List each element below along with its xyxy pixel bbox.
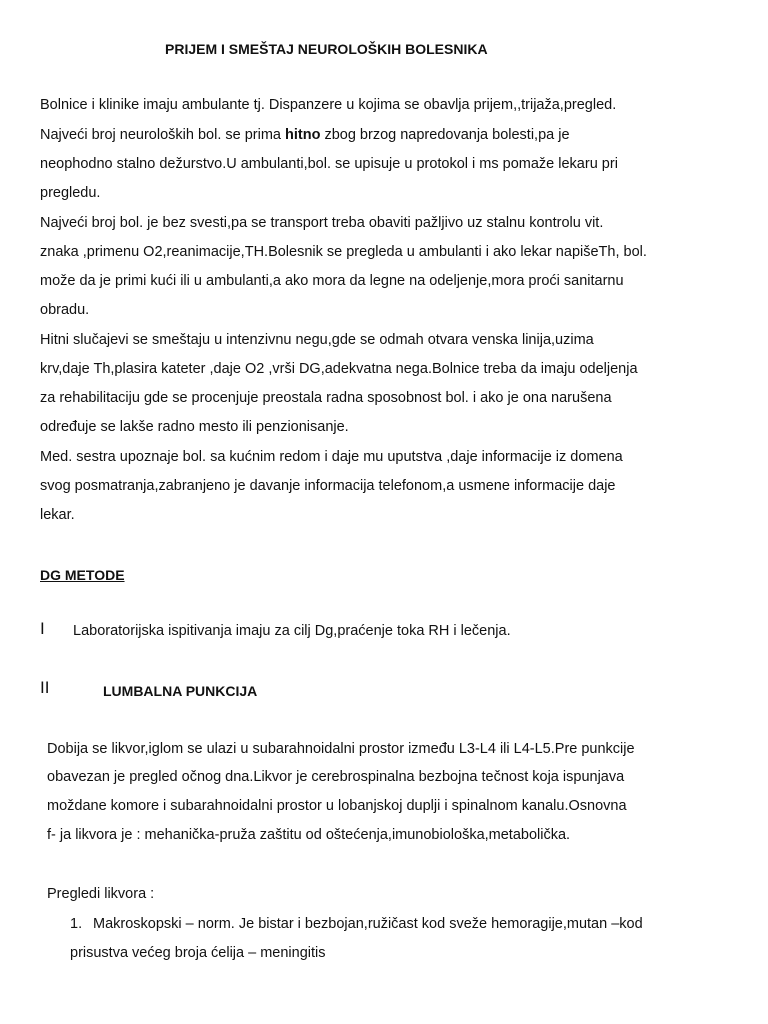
intro-line-9: Hitni slučajevi se smeštaju u intenzivnu negu,gde se odmah otvara venska linija,uzima: [40, 332, 594, 348]
section-2-number: II: [40, 678, 50, 697]
intro-line-2: Najveći broj neuroloških bol. se prima hitno zbog brzog napredovanja bolesti,pa je: [40, 127, 570, 143]
pregledi-heading: Pregledi likvora :: [47, 886, 155, 902]
lumbal-line-2: obavezan je pregled očnog dna.Likvor je cerebrospinalna bezbojna tečnost koja ispunjava: [47, 769, 625, 785]
intro-line-5: Najveći broj bol. je bez svesti,pa se transport treba obaviti pažljivo uz stalnu kontrolu vit.: [40, 215, 604, 231]
section-1-number: I: [40, 619, 45, 638]
intro-line-12: određuje se lakše radno mesto ili penzionisanje.: [40, 419, 349, 435]
lumbal-line-4: f- ja likvora je : mehanička-pruža zaštitu od oštećenja,imunobiološka,metabolička.: [47, 827, 571, 843]
list-item-1-number: 1.: [70, 916, 83, 932]
section-2-title: LUMBALNA PUNKCIJA: [103, 683, 258, 699]
intro-line-11: za rehabilitaciju gde se procenjuje preostala radna sposobnost bol. i ako je ona narušena: [40, 390, 612, 406]
intro-line-1: Bolnice i klinike imaju ambulante tj. Dispanzere u kojima se obavlja prijem,,trijaža,pregled.: [40, 97, 617, 113]
intro-line-15: lekar.: [40, 507, 75, 523]
intro-line-14: svog posmatranja,zabranjeno je davanje informacija telefonom,a usmene informacije daje: [40, 478, 616, 494]
intro-line-10: krv,daje Th,plasira kateter ,daje O2 ,vrši DG,adekvatna nega.Bolnice treba da imaju odeljenja: [40, 361, 638, 377]
section-1-text: Laboratorijska ispitivanja imaju za cilj Dg,praćenje toka RH i lečenja.: [73, 623, 511, 639]
intro-line-6: znaka ,primenu O2,reanimacije,TH.Bolesnik se pregleda u ambulanti i ako lekar napišeTh, bol.: [40, 244, 647, 260]
list-item-1-line-1: Makroskopski – norm. Je bistar i bezbojan,ružičast kod sveže hemoragije,mutan –kod: [93, 916, 643, 932]
intro-line-7: može da je primi kući ili u ambulanti,a ako mora da legne na odeljenje,mora proći sanitarnu: [40, 273, 624, 289]
intro-line-3: neophodno stalno dežurstvo.U ambulanti,bol. se upisuje u protokol i ms pomaže lekaru pri: [40, 156, 618, 172]
lumbal-line-3: moždane komore i subarahnoidalni prostor u lobanjskoj duplji i spinalnom kanalu.Osnovna: [47, 798, 627, 814]
emphasis-hitno: hitno: [285, 127, 321, 143]
dg-metode-heading: DG METODE: [40, 567, 125, 583]
intro-line-4: pregledu.: [40, 185, 101, 201]
document-title: PRIJEM I SMEŠTAJ NEUROLOŠKIH BOLESNIKA: [165, 41, 488, 57]
lumbal-line-1: Dobija se likvor,iglom se ulazi u subarahnoidalni prostor između L3-L4 ili L4-L5.Pre punkcije: [47, 741, 635, 757]
intro-line-8: obradu.: [40, 302, 90, 318]
list-item-1-line-2: prisustva većeg broja ćelija – meningitis: [70, 945, 326, 961]
intro-line-13: Med. sestra upoznaje bol. sa kućnim redom i daje mu uputstva ,daje informacije iz domena: [40, 449, 623, 465]
